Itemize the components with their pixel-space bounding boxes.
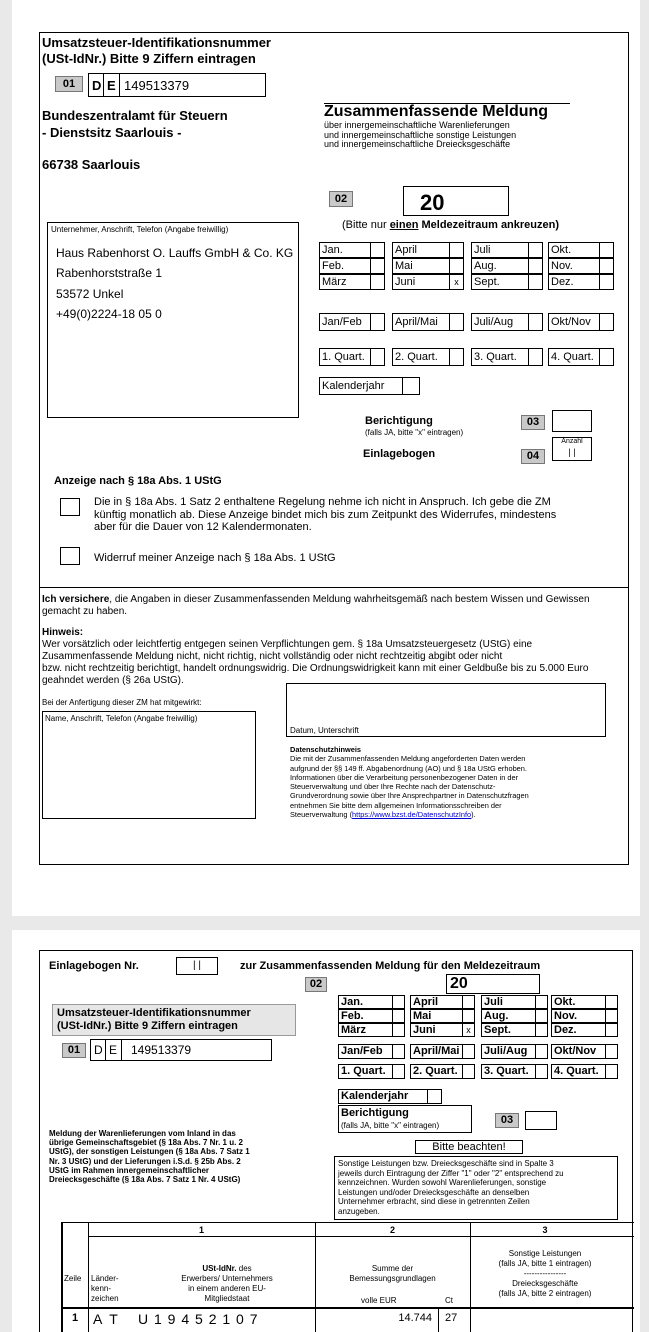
calendar-year-check[interactable]	[402, 377, 420, 395]
month-jun[interactable]: Juni	[392, 274, 450, 290]
p2-month-jan-check[interactable]	[392, 995, 405, 1009]
field-01-label: 01	[55, 76, 83, 92]
col-divider	[88, 1222, 89, 1332]
divider	[121, 1040, 122, 1060]
bimonth-oct-nov[interactable]: Okt/Nov	[548, 313, 600, 331]
note-box	[334, 1156, 618, 1220]
bimonth-oct-nov-check[interactable]	[599, 313, 614, 331]
page-1	[12, 0, 640, 916]
month-apr[interactable]: April	[392, 242, 450, 258]
p2-ustid-number: 149513379	[131, 1043, 192, 1057]
p2-bimonth-jul-aug[interactable]: Juli/Aug	[481, 1044, 536, 1059]
calendar-year[interactable]: Kalenderjahr	[319, 377, 403, 395]
p2-country-code-d: D	[94, 1043, 103, 1057]
p2-quarter-4[interactable]: 4. Quart.	[551, 1064, 606, 1079]
p2-month-jan[interactable]: Jan.	[338, 995, 393, 1009]
note-title: Bitte beachten!	[432, 1141, 506, 1153]
bimonth-jul-aug-check[interactable]	[528, 313, 543, 331]
company-phone: +49(0)2224-18 05 0	[56, 307, 162, 321]
authority-city: 66738 Saarlouis	[42, 157, 141, 172]
period-hint: (Bitte nur einen Meldezeitraum ankreuzen)	[342, 219, 560, 231]
divider	[103, 74, 104, 96]
signature-caption: Datum, Unterschrift	[290, 726, 359, 735]
quarter-1-check[interactable]	[370, 348, 385, 366]
p2-calendar-year-check[interactable]	[427, 1089, 442, 1104]
divider	[105, 1040, 106, 1060]
table-header-rule	[88, 1236, 634, 1237]
field-03-label: 03	[521, 415, 545, 430]
table-border-top	[61, 1222, 634, 1223]
ustid-number: 149513379	[124, 78, 190, 93]
month-feb[interactable]: Feb.	[319, 258, 371, 274]
company-city: 53572 Unkel	[56, 287, 124, 301]
p2-bimonth-jan-feb[interactable]: Jan/Feb	[338, 1044, 393, 1059]
signature-box[interactable]	[286, 683, 606, 737]
p2-bimonth-jan-feb-check[interactable]	[392, 1044, 405, 1059]
month-aug[interactable]: Aug.	[471, 258, 529, 274]
month-oct-check[interactable]	[599, 242, 614, 258]
month-nov[interactable]: Nov.	[548, 258, 600, 274]
correction-field[interactable]	[552, 410, 592, 432]
table-border-left	[61, 1222, 63, 1332]
p2-field-02-label: 02	[305, 977, 327, 992]
p2-month-apr[interactable]: April	[410, 995, 463, 1009]
ustid-head: USt-IdNr. des Erwerbers/ Unternehmers in einem anderen EU- Mitgliedstaat	[181, 1264, 273, 1303]
company-name: Haus Rabenhorst O. Lauffs GmbH & Co. KG	[56, 246, 294, 260]
document-subtitle: über innergemeinschaftliche Warenlieferungen und innergemeinschaftliche sonstige Leistungen und innergemeinschaftliche Dreiecksgeschäfte	[324, 120, 517, 149]
revoke-checkbox[interactable]	[60, 547, 80, 565]
attachment-label: Einlagebogen	[363, 448, 436, 460]
quarter-3[interactable]: 3. Quart.	[471, 348, 529, 366]
p2-month-feb[interactable]: Feb.	[338, 1009, 393, 1023]
col-number-3: 3	[542, 1225, 548, 1235]
p2-country-code-e: E	[109, 1043, 118, 1057]
divider	[119, 74, 120, 96]
p2-month-apr-check[interactable]	[462, 995, 475, 1009]
quarter-1[interactable]: 1. Quart.	[319, 348, 371, 366]
bimonth-apr-may[interactable]: April/Mai	[392, 313, 450, 331]
field-04-label: 04	[521, 449, 545, 464]
p2-month-oct[interactable]: Okt.	[551, 995, 606, 1009]
p2-month-dec-check[interactable]	[605, 1023, 618, 1037]
p2-month-may-check[interactable]	[462, 1009, 475, 1023]
col3-head: Sonstige Leistungen (falls JA, bitte 1 eintragen) ---------------- Dreiecksgeschäfte (falls JA, bitte 2 eintragen)	[498, 1249, 592, 1298]
revoke-text: Widerruf meiner Anzeige nach § 18a Abs. 1 UStG	[94, 552, 336, 564]
authority-address: Bundeszentralamt für Steuern - Dienstsitz Saarlouis -	[42, 108, 228, 140]
note-text: Sonstige Leistungen bzw. Dreiecksgeschäfte sind in Spalte 3 jeweils durch Eintragung der Ziffer "1" oder "2" entsprechend zu kennzeichnen. Wurden sowohl Warenlieferungen, sonstige Leistungen und/oder Dreiecksgeschäfte an denselben Unternehmer erbracht, sind diese in getrennten Zeilen anzugeben.	[338, 1159, 564, 1216]
month-dec-check[interactable]	[599, 274, 614, 290]
bimonth-jul-aug[interactable]: Juli/Aug	[471, 313, 529, 331]
month-jul[interactable]: Juli	[471, 242, 529, 258]
correction-label: Berichtigung	[365, 415, 433, 427]
p2-calendar-year[interactable]: Kalenderjahr	[338, 1089, 428, 1104]
p2-month-oct-check[interactable]	[605, 995, 618, 1009]
month-jan-check[interactable]	[370, 242, 385, 258]
p2-quarter-2[interactable]: 2. Quart.	[410, 1064, 463, 1079]
company-box[interactable]	[47, 222, 299, 418]
assurance-text: Ich versichere, die Angaben in dieser Zusammenfassenden Meldung wahrheitsgemäß nach bestem Wissen und Gewissen gemacht zu haben.	[42, 594, 590, 617]
privacy-link[interactable]: https://www.bzst.de/DatenschutzInfo	[352, 810, 472, 820]
ustid-field[interactable]	[88, 73, 266, 97]
month-jun-check[interactable]: x	[449, 274, 464, 290]
page-2	[12, 930, 640, 1332]
notice-title: Anzeige nach § 18a Abs. 1 UStG	[54, 475, 222, 487]
attachment-number-marks: | |	[193, 960, 201, 971]
helper-box[interactable]	[42, 711, 256, 819]
company-street: Rabenhorststraße 1	[56, 266, 163, 280]
p2-month-nov[interactable]: Nov.	[551, 1009, 606, 1023]
bimonth-apr-may-check[interactable]	[449, 313, 464, 331]
p2-field-01-label: 01	[62, 1043, 86, 1058]
p2-bimonth-oct-nov-check[interactable]	[605, 1044, 618, 1059]
row-eur[interactable]: 14.744	[398, 1312, 432, 1324]
document-title: Zusammenfassende Meldung	[324, 103, 549, 120]
ustid-title: Umsatzsteuer-Identifikationsnummer (USt-IdNr.) Bitte 9 Ziffern eintragen	[42, 35, 271, 66]
eur-head: volle EUR	[361, 1296, 397, 1305]
attachment-number-field[interactable]	[176, 957, 218, 975]
month-jan[interactable]: Jan.	[319, 242, 371, 258]
month-sep-check[interactable]	[528, 274, 543, 290]
helper-caption: Bei der Anfertigung dieser ZM hat mitgewirkt:	[42, 698, 202, 707]
month-may-check[interactable]	[449, 258, 464, 274]
country-head: Länder- kenn- zeichen	[91, 1274, 119, 1303]
p2-quarter-3[interactable]: 3. Quart.	[481, 1064, 536, 1079]
bimonth-jan-feb-check[interactable]	[370, 313, 385, 331]
p2-month-mar[interactable]: März	[338, 1023, 393, 1037]
notice-text: Die in § 18a Abs. 1 Satz 2 enthaltene Regelung nehme ich nicht in Anspruch. Ich gebe die ZM künftig monatlich ab. Diese Anzeige bindet mich bis zum Zeitpunkt des Widerrufes, mindestens aber für die Dauer von 12 Kalendermonaten.	[94, 496, 557, 533]
month-dec[interactable]: Dez.	[548, 274, 600, 290]
month-aug-check[interactable]	[528, 258, 543, 274]
attachment-count-field[interactable]	[552, 437, 592, 461]
p2-quarter-4-check[interactable]	[605, 1064, 618, 1079]
p2-quarter-3-check[interactable]	[535, 1064, 548, 1079]
report-description: Meldung der Warenlieferungen vom Inland in das übrige Gemeinschaftsgebiet (§ 18a Abs. 7 Nr. 1 u. 2 UStG), der sonstigen Leistungen (§ 18a Abs. 7 Satz 1 Nr. 3 UStG) und der Lieferungen i.S.d. § 25b Abs. 2 UStG im Rahmen innergemeinschaftlicher Dreiecksgeschäfte (§ 18a Abs. 7 Satz 1 Nr. 4 UStG)	[49, 1129, 250, 1185]
month-jul-check[interactable]	[528, 242, 543, 258]
month-mar[interactable]: März	[319, 274, 371, 290]
p2-month-sep-check[interactable]	[535, 1023, 548, 1037]
p2-month-jun-check[interactable]: x	[462, 1023, 475, 1037]
month-feb-check[interactable]	[370, 258, 385, 274]
col-number-1: 1	[198, 1225, 204, 1235]
country-code-d: D	[92, 78, 102, 93]
attachment-title-rest: zur Zusammenfassenden Meldung für den Meldezeitraum	[240, 960, 541, 972]
p2-bimonth-oct-nov[interactable]: Okt/Nov	[551, 1044, 606, 1059]
month-may[interactable]: Mai	[392, 258, 450, 274]
p2-year-field[interactable]	[446, 974, 540, 994]
p2-month-jun[interactable]: Juni	[410, 1023, 463, 1037]
monthly-filing-checkbox[interactable]	[60, 498, 80, 516]
p2-quarter-1[interactable]: 1. Quart.	[338, 1064, 393, 1079]
bimonth-jan-feb[interactable]: Jan/Feb	[319, 313, 371, 331]
p2-quarter-2-check[interactable]	[462, 1064, 475, 1079]
p2-month-jul-check[interactable]	[535, 995, 548, 1009]
p2-year-prefix: 20	[450, 975, 468, 992]
sum-head: Summe der Bemessungsgrundlagen	[349, 1264, 436, 1283]
quarter-4-check[interactable]	[599, 348, 614, 366]
p2-correction-label: Berichtigung	[341, 1107, 409, 1119]
count-marks: | |	[568, 447, 576, 457]
col-divider	[438, 1307, 439, 1332]
p2-month-sep[interactable]: Sept.	[481, 1023, 536, 1037]
month-mar-check[interactable]	[370, 274, 385, 290]
table-header-bottom	[61, 1307, 634, 1309]
p2-correction-hint: (falls JA, bitte "x" eintragen)	[341, 1121, 440, 1130]
attachment-title-label: Einlagebogen Nr.	[49, 960, 139, 972]
row-ustid[interactable]: U 1 9 4 5 2 1 0 7	[138, 1311, 259, 1327]
month-sep[interactable]: Sept.	[471, 274, 529, 290]
row-country[interactable]: A T	[93, 1311, 120, 1327]
row-line-number: 1	[72, 1312, 79, 1324]
p2-month-mar-check[interactable]	[392, 1023, 405, 1037]
quarter-2[interactable]: 2. Quart.	[392, 348, 450, 366]
p2-month-dec[interactable]: Dez.	[551, 1023, 606, 1037]
p2-month-aug[interactable]: Aug.	[481, 1009, 536, 1023]
year-prefix: 20	[420, 190, 445, 215]
note-title-box	[415, 1140, 523, 1154]
p2-correction-box	[338, 1105, 472, 1133]
quarter-2-check[interactable]	[449, 348, 464, 366]
p2-month-may[interactable]: Mai	[410, 1009, 463, 1023]
zeile-head: Zeile	[64, 1274, 82, 1283]
month-apr-check[interactable]	[449, 242, 464, 258]
company-caption: Unternehmer, Anschrift, Telefon (Angabe freiwillig)	[51, 225, 229, 234]
row-ct[interactable]: 27	[445, 1312, 458, 1324]
p2-month-feb-check[interactable]	[392, 1009, 405, 1023]
quarter-3-check[interactable]	[528, 348, 543, 366]
helper-box-caption: Name, Anschrift, Telefon (Angabe freiwillig)	[45, 714, 198, 723]
year-field[interactable]	[403, 186, 509, 216]
p2-month-jul[interactable]: Juli	[481, 995, 536, 1009]
country-code-e: E	[107, 78, 116, 93]
p2-bimonth-jul-aug-check[interactable]	[535, 1044, 548, 1059]
month-nov-check[interactable]	[599, 258, 614, 274]
legal-hint: Hinweis: Wer vorsätzlich oder leichtfertig entgegen seinen Verpflichtungen gem. § 18a Umsatzsteuergesetz (UStG) eine Zusammenfassende Meldung nicht, nicht richtig, nicht vollständig oder nicht rechtzeitig abgibt oder nicht bzw. nicht rechtzeitig berichtigt, handelt ordnungswidrig. Die Ordnungswidrigkeit kann mit einer Geldbuße bis zu 5.000 Euro geahndet werden (§ 26a UStG).	[42, 627, 589, 686]
privacy-notice: Datenschutzhinweis Die mit der Zusammenfassenden Meldung angeforderten Daten werden aufgrund der §§ 149 ff. Abgabenordnung (AO) und § 18a UStG erhoben. Informationen über die Verarbeitung personenbezogener Daten in der Steuerverwaltung und über Ihre Rechte nach der Datenschutz- Grundverordnung sowie über Ihre Ansprechpartner in Datenschutzfragen entnehmen Sie bitte dem allgemeinen Informationsschreiben der Steuerverwaltung (https://www.bzst.de/DatenschutzInfo).	[290, 745, 529, 820]
p2-ustid-title: Umsatzsteuer-Identifikationsnummer (USt-IdNr.) Bitte 9 Ziffern eintragen	[57, 1007, 251, 1032]
p2-bimonth-apr-may[interactable]: April/Mai	[410, 1044, 463, 1059]
p2-month-aug-check[interactable]	[535, 1009, 548, 1023]
correction-hint: (falls JA, bitte "x" eintragen)	[365, 428, 464, 437]
col-number-2: 2	[389, 1225, 395, 1235]
quarter-4[interactable]: 4. Quart.	[548, 348, 600, 366]
p2-ustid-field[interactable]	[90, 1039, 272, 1061]
field-02-label: 02	[329, 191, 353, 207]
p2-bimonth-apr-may-check[interactable]	[462, 1044, 475, 1059]
p2-month-nov-check[interactable]	[605, 1009, 618, 1023]
month-oct[interactable]: Okt.	[548, 242, 600, 258]
ct-head: Ct	[445, 1296, 453, 1305]
p2-quarter-1-check[interactable]	[392, 1064, 405, 1079]
count-label: Anzahl	[561, 438, 583, 445]
p2-field-03-label: 03	[495, 1113, 519, 1128]
p2-correction-field[interactable]	[525, 1111, 557, 1130]
